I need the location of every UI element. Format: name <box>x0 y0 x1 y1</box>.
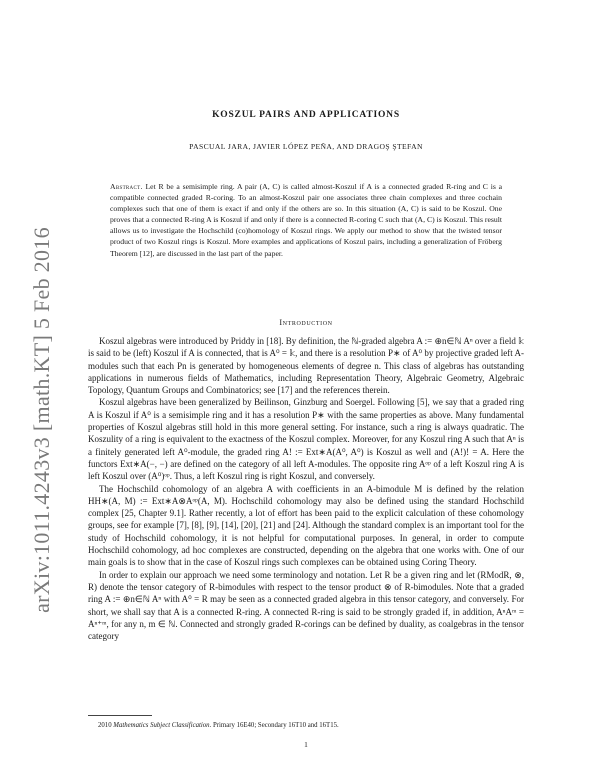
paragraph: In order to explain our approach we need some terminology and notation. Let R be a given ring and let (RModR, ⊗, R) denote the tensor category of R-bimodules with respect to the tensor product ⊗ of R-bimodules. Note that a graded ring A := ⊕n∈ℕ Aⁿ with A⁰ = R may be seen as a connected graded algebra in this tensor category, and conversely. For short, we shall say that A is a connected R-ring. A connected R-ring is said to be strongly graded if, in addition, AⁿAᵐ = Aⁿ⁺ᵐ, for any n, m ∈ ℕ. Connected and strongly graded R-corings can be defined by duality, as coalgebras in the tensor category <box>88 569 524 642</box>
footnote <box>88 721 524 730</box>
paper-title: KOSZUL PAIRS AND APPLICATIONS <box>212 110 400 120</box>
introduction-body <box>88 335 524 642</box>
abstract <box>110 181 502 259</box>
section-heading-introduction: Introduction <box>279 318 333 327</box>
paragraph: Koszul algebras have been generalized by Beilinson, Ginzburg and Soergel. Following [5], we say that a graded ring A is Koszul if A⁰ is a semisimple ring and it has a resolution P∗ with the same properties as above. Many fundamental properties of Koszul algebras still hold in this more general setting. For instance, such a ring is always quadratic. The Koszulity of a ring is equivalent to the exactness of the Koszul complex. Moreover, for any Koszul ring A such that Aⁿ is a finitely generated left A⁰-module, the graded ring A! := Ext∗A(A⁰, A⁰) is Koszul as well and (A!)! = A. Here the functors Ext∗A(−, −) are defined on the category of all left A-modules. The opposite ring Aᵒᵖ of a left Koszul ring A is left Koszul over (A⁰)ᵒᵖ. Thus, a left Koszul ring is right Koszul, and conversely. <box>88 397 524 482</box>
abstract-label: Abstract. <box>110 182 143 191</box>
paper-authors: PASCUAL JARA, JAVIER LÓPEZ PEÑA, AND DRAGOŞ ŞTEFAN <box>189 142 423 151</box>
footnote-text: Primary 16E40; Secondary 16T10 and 16T15. <box>212 722 339 729</box>
arxiv-identifier-text: arXiv:1011.4243v3 [math.KT] 5 Feb 2016 <box>29 227 54 613</box>
footnote-divider <box>88 715 152 716</box>
paragraph: The Hochschild cohomology of an algebra A with coefficients in an A-bimodule M is defined by the relation HH∗(A, M) := Ext∗A⊗Aᵒᵖ(A, M). Hochschild cohomology may also be defined using the standard Hochschild complex [25, Chapter 9.1]. Rather recently, a lot of effort has been paid to the explicit calculation of these cohomology groups, see for example [7], [8], [9], [14], [20], [21] and [24]. Although the standard complex is an important tool for the study of Hochschild cohomology, it is not helpful for computational purposes. In general, in order to compute Hochschild cohomology, ad hoc complexes are constructed, depending on the algebra that one works with. One of our main goals is to show that in the case of Koszul rings such complexes can be obtained using Coring Theory. <box>88 483 524 568</box>
page-number: 1 <box>304 740 308 749</box>
abstract-text: Let R be a semisimple ring. A pair (A, C) is called almost-Koszul if A is a connected graded R-ring and C is a compatible connected graded R-coring. To an almost-Koszul pair one associates three chain complexes and three cochain complexes such that one of them is exact if and only if the others are so. In this situation (A, C) is said to be Koszul. One proves that a connected R-ring A is Koszul if and only if there is a connected R-coring C such that (A, C) is Koszul. This result allows us to investigate the Hochschild (co)homology of Koszul rings. We apply our method to show that the twisted tensor product of two Koszul rings is Koszul. More examples and applications of Koszul pairs, including a generalization of Fröberg Theorem [12], are discussed in the last part of the paper. <box>110 182 503 258</box>
footnote-label: Mathematics Subject Classification. <box>113 722 212 729</box>
footnote-year: 2010 <box>98 722 112 729</box>
paragraph: Koszul algebras were introduced by Priddy in [18]. By definition, the ℕ-graded algebra A := ⊕n∈ℕ Aⁿ over a field 𝕜 is said to be (left) Koszul if A is connected, that is A⁰ = 𝕜, and there is a resolution P∗ of A⁰ by projective graded left A-modules such that each Pn is generated by homogeneous elements of degree n. This class of algebras has outstanding applications in numerous fields of Mathematics, including Representation Theory, Algebraic Geometry, Algebraic Topology, Quantum Groups and Combinatorics; see [17] and the references therein. <box>88 336 524 396</box>
arxiv-identifier-stamp <box>22 170 62 670</box>
